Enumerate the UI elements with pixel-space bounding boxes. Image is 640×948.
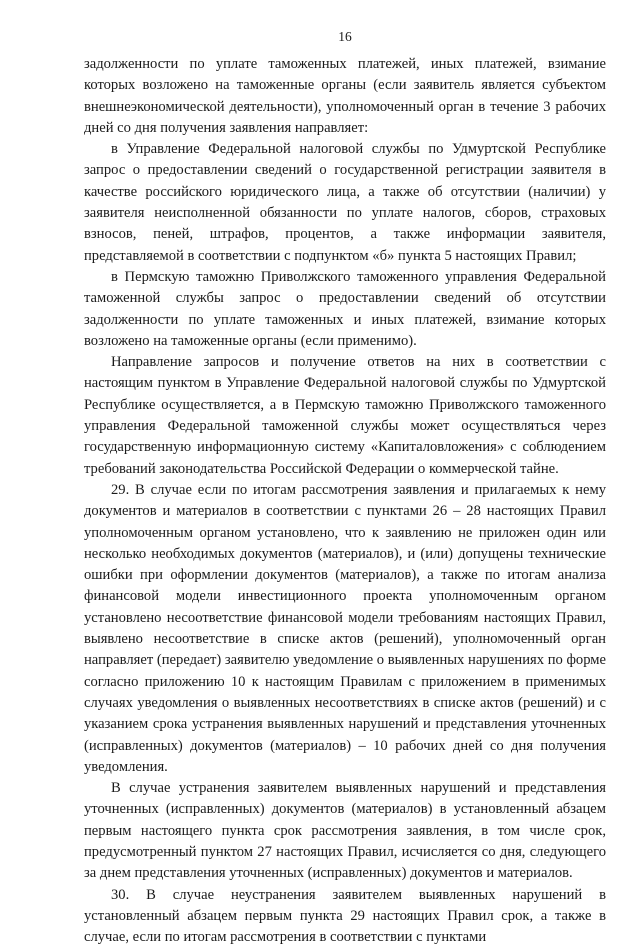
document-body [84,54,606,948]
paragraph-request-channel: Направление запросов и получение ответов на них в соответствии с настоящим пунктом в Управление Федеральной налоговой службы по Удмуртской Республике осуществляется, а в Пермскую таможню Приволжского таможенного управления Федеральной таможенной службы может осуществляться через государственную информационную систему «Капиталовложения» с соблюдением требований законодательства Российской Федерации о коммерческой тайне. [84,354,606,477]
paragraph-item-29: 29. В случае если по итогам рассмотрения заявления и прилагаемых к нему документов и материалов в соответствии с пунктами 26 – 28 настоящих Правил уполномоченным органом установлено, что к заявлению не приложен один или несколько необходимых документов (материалов), и (или) допущены технические ошибки при оформлении документов (материалов), а также по итогам анализа финансовой модели инвестиционного проекта уполномоченным органом установлено несоответствие финансовой модели требованиям настоящих Правил, выявлено несоответствие в списке актов (решений), уполномоченный орган направляет (передает) заявителю уведомление о выявленных нарушениях по форме согласно приложению 10 к настоящим Правилам с приложением в применимых случаях уведомления о выявленных несоответствиях в списке актов (решений) и с указанием срока устранения выявленных нарушений и представления уточненных (исправленных) документов (материалов) – 10 рабочих дней со дня получения уведомления. [84,481,606,775]
paragraph-item-29-elimination: В случае устранения заявителем выявленных нарушений и представления уточненных (исправленных) документов (материалов) в установленный абзацем первым настоящего пункта срок рассмотрения заявления, в том числе срок, предусмотренный пунктом 27 настоящих Правил, исчисляется со дня, следующего за днем представления уточненных (исправленных) документов и материалов. [84,780,606,882]
document-page [84,0,606,946]
paragraph-item-30: 30. В случае неустранения заявителем выявленных нарушений в установленный абзацем первым пункта 29 настоящих Правил срок, а также в случае, если по итогам рассмотрения в соответствии с пунктами [84,886,606,946]
paragraph-continued: задолженности по уплате таможенных платежей, иных платежей, взимание которых возложено на таможенные органы (если заявитель является субъектом внешнеэкономической деятельности), уполномоченный орган в течение 3 рабочих дней со дня получения заявления направляет: [84,56,606,136]
page-number: 16 [338,29,352,44]
paragraph-tax-service-request: в Управление Федеральной налоговой службы по Удмуртской Республике запрос о предоставлении сведений о государственной регистрации заявителя в качестве российского юридического лица, а также об отсутствии (наличии) у заявителя неисполненной обязанности по уплате налогов, сборов, страховых взносов, пеней, штрафов, процентов, а также информации заявителя, представляемой в соответствии с подпунктом «б» пункта 5 настоящих Правил; [84,141,606,264]
paragraph-customs-request: в Пермскую таможню Приволжского таможенного управления Федеральной таможенной службы запрос о предоставлении сведений об отсутствии задолженности по уплате таможенных и иных платежей, взимание которых возложено на таможенные органы (если применимо). [84,268,606,349]
